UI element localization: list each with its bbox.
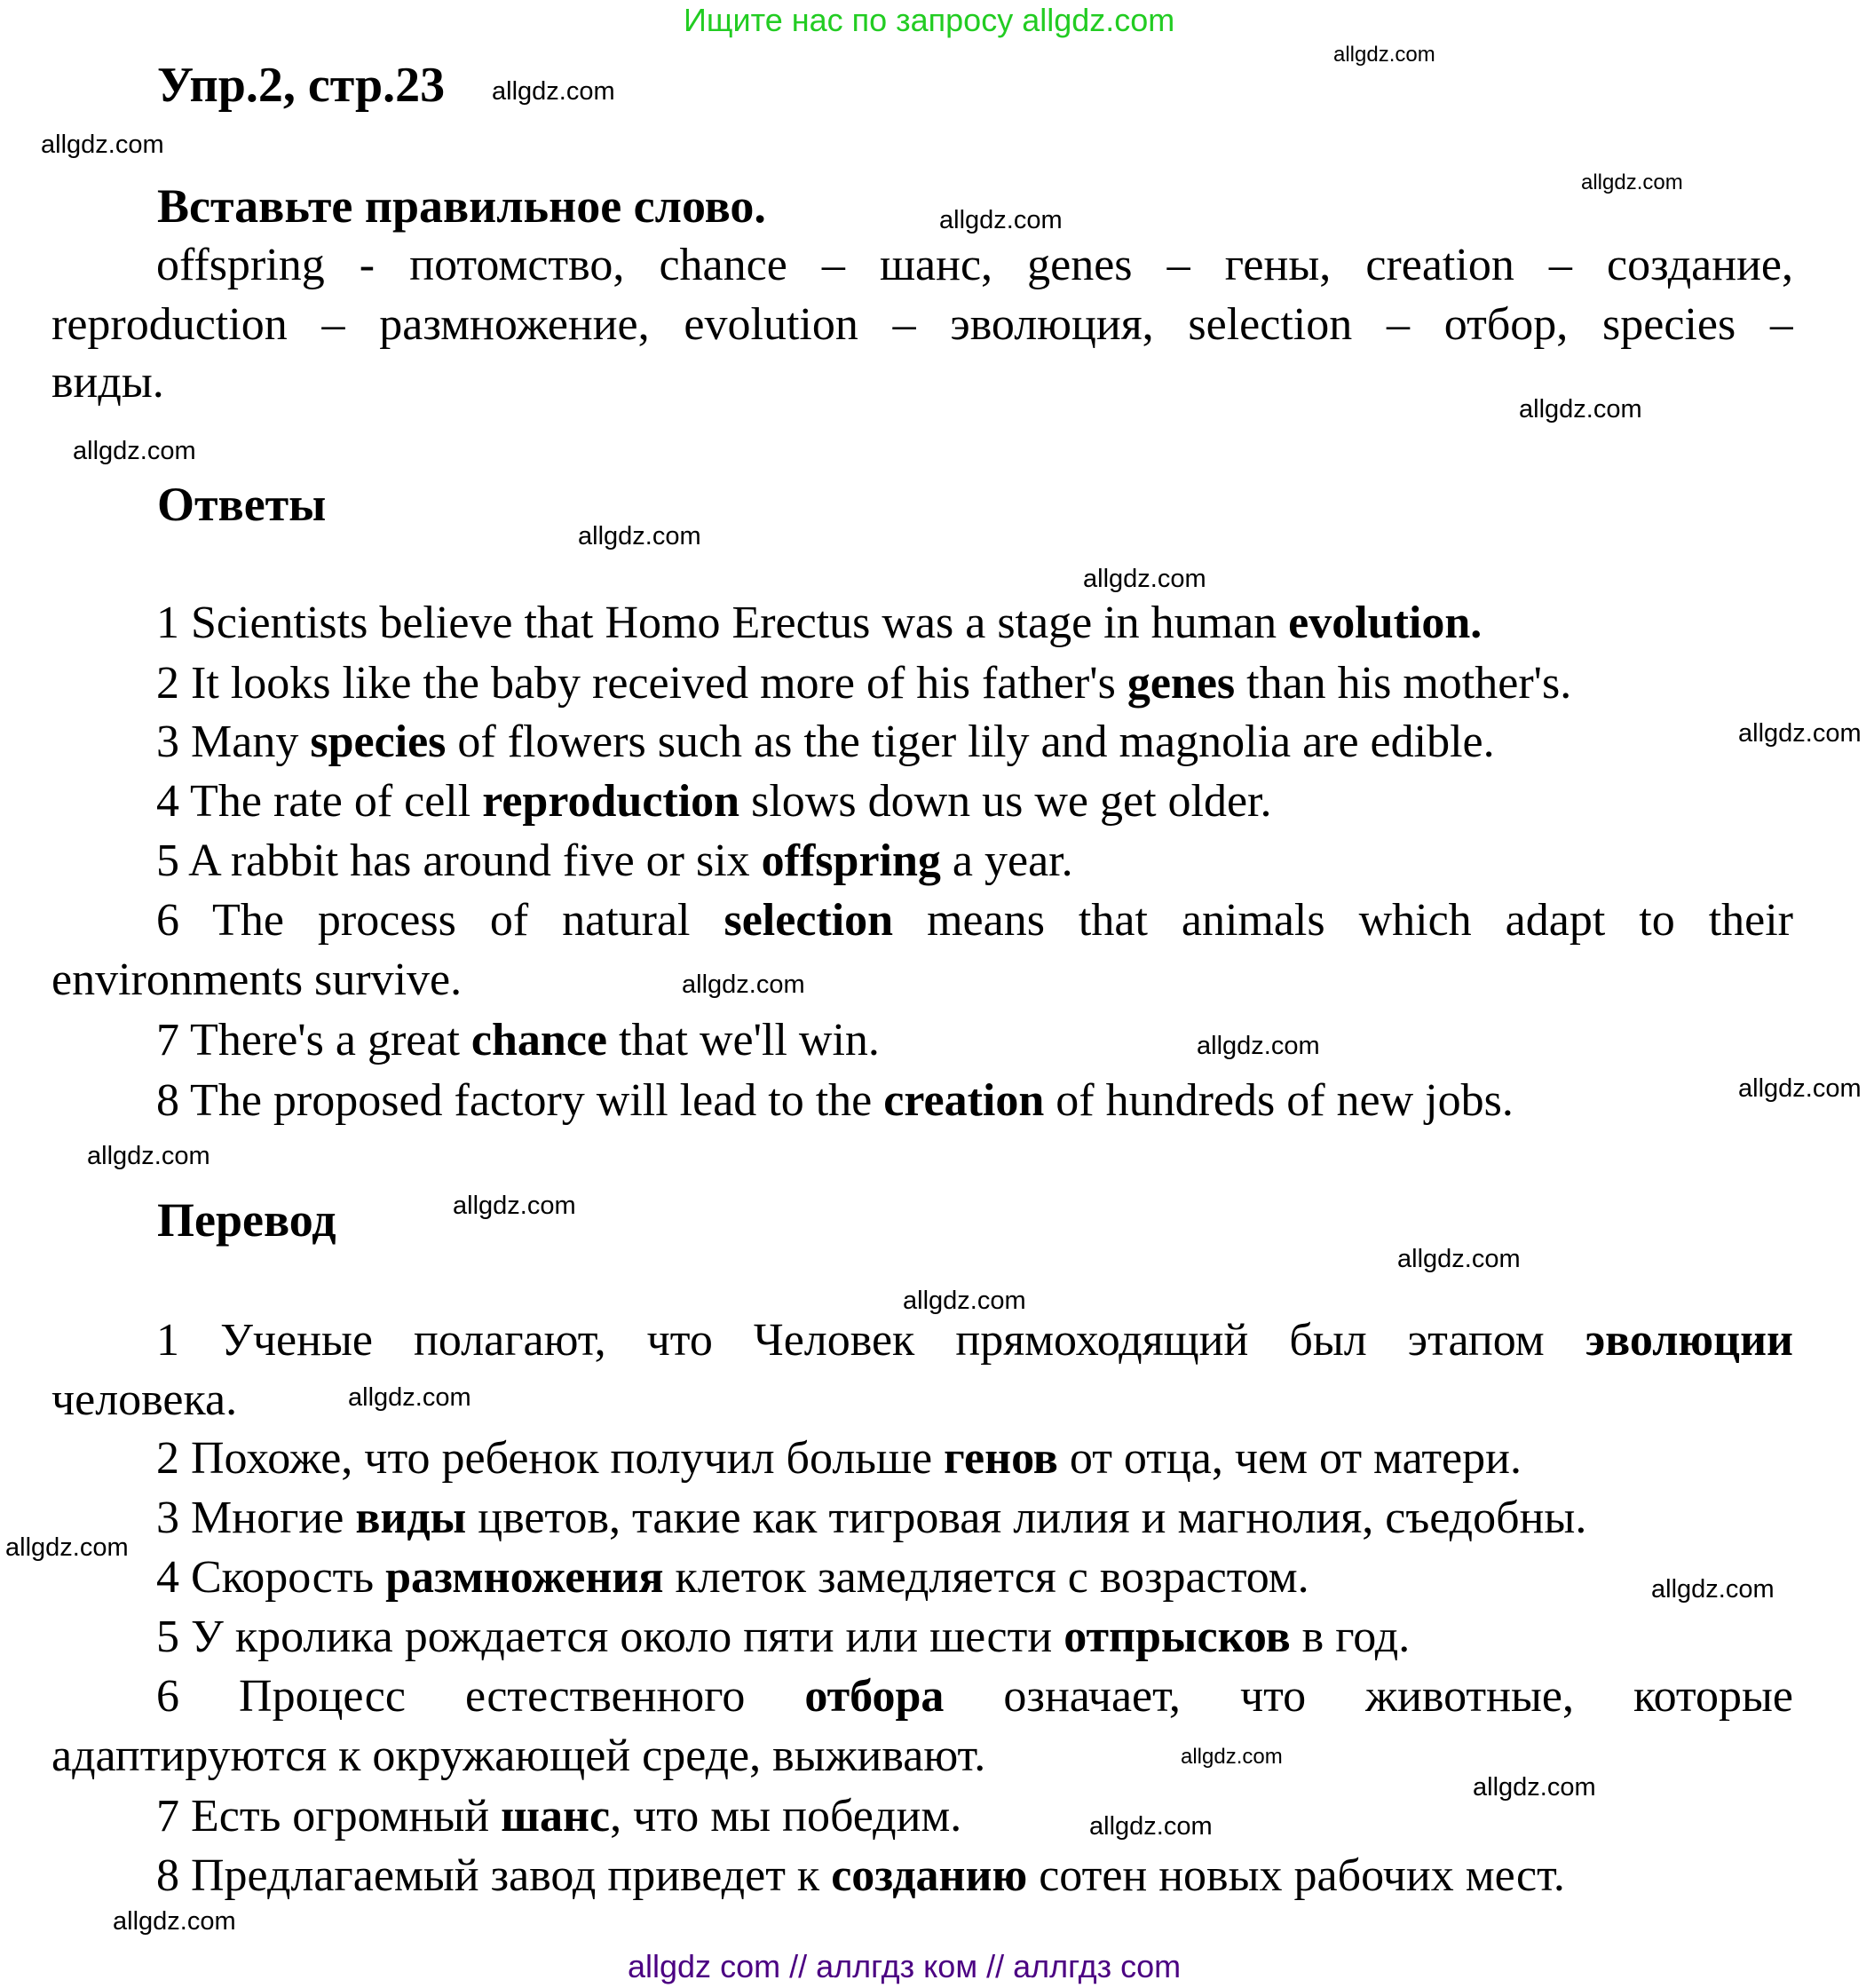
item-text: 1 Scientists believe that Homo Erectus was a stage in human [156,598,1289,648]
item-text: от отца, чем от матери. [1057,1433,1522,1484]
translation-item-continuation: адаптируются к окружающей среде, выживают. [51,1731,986,1781]
item-text: 5 У кролика рождается около пяти или шести [156,1612,1064,1662]
answer-word: виды [355,1493,467,1543]
bottom-banner: allgdz com // аллгдз ком // аллгдз com [628,1948,1182,1984]
item-text: 5 A rabbit has around five or six [156,836,762,886]
item-text: 6 The process of natural [156,895,724,946]
watermark: allgdz.com [1197,1032,1320,1060]
translation-item [156,1311,1793,1371]
watermark: allgdz.com [1083,565,1206,593]
item-text: 8 The proposed factory will lead to the [156,1075,884,1126]
item-text: 4 The rate of cell [156,776,483,827]
watermark: allgdz.com [1397,1245,1521,1273]
item-text: цветов, такие как тигровая лилия и магнолия, съедобны. [466,1493,1587,1543]
item-text: 1 Ученые полагают, что Человек прямоходящий был этапом [156,1315,1585,1366]
item-text: a year. [940,836,1073,886]
watermark: allgdz.com [1519,395,1642,424]
answer-word: genes [1127,658,1236,709]
answers-item-continuation: environments survive. [51,954,463,1005]
item-text: клеток замедляется с возрастом. [663,1552,1309,1603]
item-text: 2 Похоже, что ребенок получил больше [156,1433,945,1484]
answer-word: evolution. [1288,598,1483,648]
watermark: allgdz.com [87,1142,210,1170]
watermark: allgdz.com [1738,719,1862,748]
watermark: allgdz.com [1333,43,1435,67]
answer-word: creation [883,1075,1045,1126]
item-text: 2 It looks like the baby received more of his father's [156,658,1127,709]
answer-word: созданию [831,1850,1028,1901]
task-line: виды. [51,357,164,408]
item-text: 4 Скорость [156,1552,386,1603]
item-text: 8 Предлагаемый завод приведет к [156,1850,832,1901]
watermark: allgdz.com [939,206,1063,234]
item-text: в год. [1290,1612,1411,1662]
watermark: allgdz.com [73,437,196,465]
item-text: 7 Есть огромный [156,1791,502,1841]
watermark: allgdz.com [578,522,701,550]
answer-word: selection [723,895,894,946]
item-text: , что мы победим. [610,1791,962,1841]
answer-word: reproduction [482,776,740,827]
task-heading: Вставьте правильное слово. [157,179,766,233]
task-line: reproduction – размножение, evolution – эволюция, selection – отбор, species – [51,299,1793,350]
answers-item [156,891,1793,951]
translation-item [156,1786,961,1847]
answer-word: эволюции [1585,1315,1793,1366]
answers-item [156,653,1571,714]
answer-word: генов [944,1433,1058,1484]
watermark: allgdz.com [1581,170,1683,194]
answer-word: отпрысков [1063,1612,1291,1662]
answers-item [156,831,1073,891]
item-text: 3 Многие [156,1493,356,1543]
watermark: allgdz.com [41,131,164,159]
watermark: allgdz.com [1651,1575,1775,1604]
watermark: allgdz.com [1738,1074,1862,1103]
watermark: allgdz.com [682,970,805,999]
answer-word: размножения [385,1552,664,1603]
translation-item [156,1548,1309,1608]
watermark: allgdz.com [1181,1745,1283,1769]
watermark: allgdz.com [5,1533,129,1562]
answer-word: отбора [804,1671,945,1722]
page-title: Упр.2, стр.23 [157,58,446,113]
watermark: allgdz.com [903,1287,1026,1315]
translation-item [156,1429,1522,1489]
translation-item [156,1846,1565,1906]
answer-word: offspring [761,836,941,886]
item-text: 6 Процесс естественного [156,1671,805,1722]
answer-word: шанс [501,1791,611,1841]
translation-item [156,1488,1586,1548]
watermark: allgdz.com [453,1192,576,1220]
item-text: of hundreds of new jobs. [1044,1075,1514,1126]
watermark: allgdz.com [1089,1812,1213,1841]
answer-word: chance [470,1015,608,1065]
watermark: allgdz.com [492,77,615,106]
answers-item [156,593,1482,653]
answers-item [156,1010,880,1071]
answers-heading: Ответы [157,478,327,531]
item-text: means that animals which adapt to their [893,895,1793,946]
task-line: offspring - потомство, chance – шанс, genes – гены, creation – создание, [156,240,1793,290]
translation-item [156,1667,1793,1727]
item-text: that we'll win. [607,1015,880,1065]
answers-item [156,772,1272,832]
item-text: 7 There's a great [156,1015,471,1065]
item-text: than his mother's. [1235,658,1572,709]
top-banner: Ищите нас по запросу allgdz.com [684,2,1175,38]
item-text: 3 Many [156,717,311,767]
item-text: сотен новых рабочих мест. [1027,1850,1565,1901]
answers-item [156,1071,1514,1131]
translation-item [156,1607,1410,1667]
item-text: означает, что животные, которые [944,1671,1793,1722]
answers-item [156,712,1495,772]
translation-heading: Перевод [157,1193,336,1247]
item-text: of flowers such as the tiger lily and magnolia are edible. [446,717,1495,767]
watermark: allgdz.com [1473,1773,1596,1802]
item-text: slows down us we get older. [739,776,1272,827]
watermark: allgdz.com [348,1383,471,1412]
watermark: allgdz.com [113,1907,236,1936]
answer-word: species [310,717,447,767]
translation-item-continuation: человека. [51,1374,238,1425]
